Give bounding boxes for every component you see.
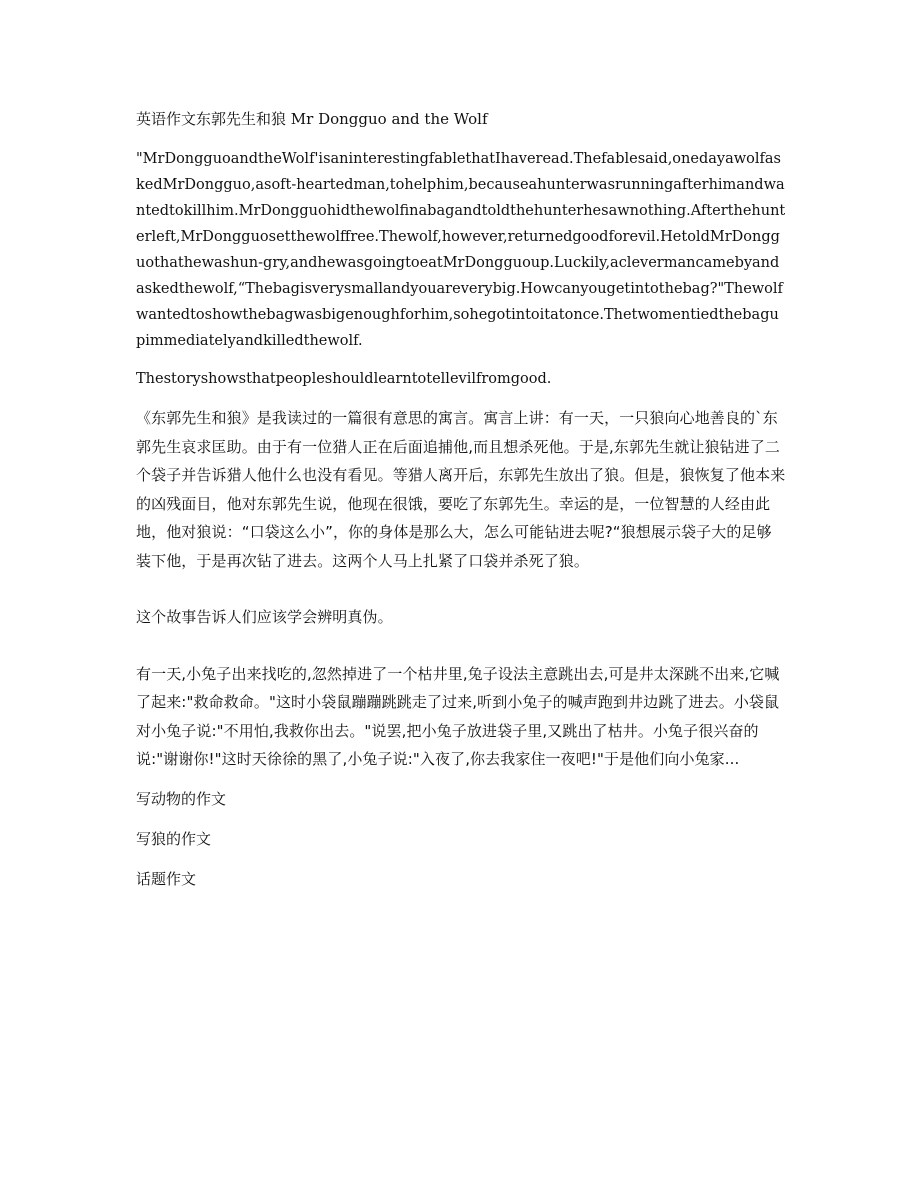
chinese-story-paragraph: 《东郭先生和狼》是我读过的一篇很有意思的寓言。寓言上讲：有一天，一只狼向心地善良的`东郭先生哀求匡助。由于有一位猎人正在后面追捕他,而且想杀死他。于是,东郭先生就让狼钻进了二个袋子并告诉猎人他什么也没有看见。等猎人离开后，东郭先生放出了狼。但是，狼恢复了他本来的凶残面目，他对东郭先生说，他现在很饿，要吃了东郭先生。幸运的是，一位智慧的人经由此地，他对狼说：“口袋这么小”，你的身体是那么大，怎么可能钻进去呢?“狼想展示袋子大的足够装下他，于是再次钻了进去。这两个人马上扎紧了口袋并杀死了狼。	[136, 409, 786, 570]
rabbit-story-paragraph: 有一天,小兔子出来找吃的,忽然掉进了一个枯井里,兔子设法主意跳出去,可是井太深跳不出来,它喊了起来:"救命救命。"这时小袋鼠蹦蹦跳跳走了过来,听到小兔子的喊声跑到井边跳了进去。小袋鼠对小兔子说:"不用怕,我救你出去。"说罢,把小兔子放进袋子里,又跳出了枯井。小兔子很兴奋的说:"谢谢你!"这时天徐徐的黑了,小兔子说:"入夜了,你去我家住一夜吧!"于是他们向小兔家...	[136, 664, 780, 768]
related-link-topic-essay[interactable]: 话题作文	[136, 869, 197, 888]
document-title: 英语作文东郭先生和狼 Mr Dongguo and the Wolf	[136, 110, 488, 128]
english-moral-paragraph: Thestoryshowsthatpeopleshouldlearntotellevilfromgood.	[136, 371, 552, 387]
related-link-wolf-essay[interactable]: 写狼的作文	[136, 829, 212, 848]
chinese-moral-paragraph: 这个故事告诉人们应该学会辨明真伪。	[136, 608, 393, 626]
english-story-paragraph: "MrDongguoandtheWolf'isaninterestingfablethatIhaveread.Thefablesaid,onedayawolfaskedMrDongguo,asoft-heartedman,tohelphim,becauseahunterwasrunningafterhimandwantedtokillhim.MrDongguohidthewolfinabagandtoldthehunterhesawnothing.Afterthehunterleft,MrDongguosetthewolffree.Thewolf,however,returnedgoodforevil.HetoldMrDongguothathewashun-gry,andhewasgoingtoeatMrDongguoup.Luckily,aclevermancamebyandaskedthewolf,“Thebagisverysmallandyouareverybig.Howcanyougetintothebag?"Thewolfwantedtoshowthebagwasbigenoughforhim,sohegotintoitatonce.Thetwomentiedthebagupimmediatelyandkilledthewolf.	[136, 151, 786, 349]
document-page	[136, 106, 786, 906]
related-link-animal-essay[interactable]: 写动物的作文	[136, 789, 227, 808]
